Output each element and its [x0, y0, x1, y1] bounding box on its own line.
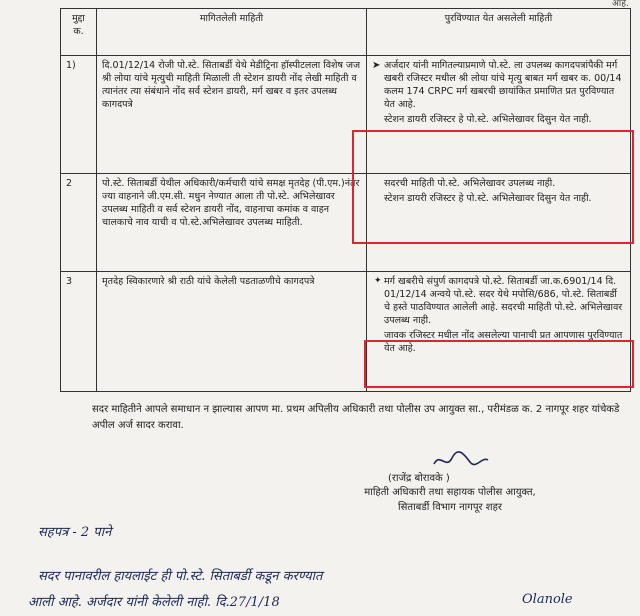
arrow-icon: ➤ — [372, 60, 381, 71]
signature-scribble — [430, 448, 490, 472]
bullet-icon: ✦ — [374, 276, 382, 286]
row-number: 2 — [61, 174, 97, 272]
highlight-box — [352, 130, 634, 244]
reply-item: जावक रजिस्टर मधील नोंद असलेल्या पानाची प्रत आपणास पुरविण्यात येत आहे. — [384, 330, 623, 354]
reply-item: ✦ मर्ग खबरीचे संपुर्ण कागदपत्रे पो.स्टे. सिताबर्डी जा.क.6901/14 दि. 01/12/14 अन्वये पो.स्टे. सदर येथे मपोसि/686, पो.स्टे. सिताबर्डी चे हस्ते पाठविण्यात आलेली आहे. सदरची माहिती पो.स्टे. अभिलेखावर उपलब्ध नाही. — [374, 276, 623, 326]
handwritten-enclosure: सहपत्र - 2 पाने — [38, 525, 112, 540]
row-number: 1) — [61, 56, 97, 174]
row-request: दि.01/12/14 रोजी पो.स्टे. सिताबर्डी येथे मेडीट्रिना हॉस्पीटलला विशेष जज श्री लोया यांचे मृत्युची माहिती मिळाली ती स्टेशन डायरी नोंद लेखी माहिती व त्यानंतर त्या संबंधाने नोंद सर्व स्टेशन डायरी, मर्ग खबर व इतर उपलब्ध कागदपत्रे — [97, 56, 367, 174]
handwritten-signature: Olanole — [522, 592, 573, 607]
appeal-note: सदर माहितीने आपले समाधान न झाल्यास आपण मा. प्रथम अपिलीय अधिकारी तथा पोलीस उप आयुक्त सा., परीमंडळ क. 2 नागपूर शहर यांचेकडे अपील अर्ज सादर करावा. — [92, 404, 620, 431]
row-request: पो.स्टे. सिताबर्डी येथील अधिकारी/कर्मचारी यांचे समक्ष मृतदेह (पी.एम.)नंतर ज्या वाहनाने जी.एम.सी. मधुन नेण्यात आला ती पो.स्टे. अभिलेखावर उपलब्ध माहिती व सर्व स्टेशन डायरी नोंद, वाहनाचा कमांक व वाहन चालकाचे नाव याची व पो.स्टे.अभिलेखावर उपलब्ध माहिती. — [97, 174, 367, 272]
signatory-designation — [325, 485, 575, 515]
reply-item: स्टेशन डायरी रजिस्टर हे पो.स्टे. अभिलेखावर दिसुन येत नाही. — [384, 114, 592, 125]
highlight-box — [364, 340, 634, 388]
reply-item: स्टेशन डायरी रजिस्टर हे पो.स्टे. अभिलेखावर दिसुन येत नाही. — [384, 193, 592, 204]
designation-line: सिताबर्डी विभाग नागपूर शहर — [398, 502, 502, 513]
designation-line: माहिती अधिकारी तथा सहायक पोलीस आयुक्त, — [364, 487, 536, 498]
header-provided-info: पुरविण्यात येत असलेली माहिती — [367, 9, 631, 56]
handwritten-note-line: आली आहे. अर्जदार यांनी केलेली नाही. दि.27/1/18 — [28, 595, 280, 610]
header-issue-number: मुद्दा क. — [61, 9, 97, 56]
reply-item: ➤ अर्जदार यांनी मागितल्याप्रमाणे पो.स्टे. ला उपलब्ध कागदपत्रांपैकी मर्ग खबरी रजिस्टर मधील श्री लोया यांचे मृत्यु बाबत मर्ग खबर क. 00/14 कलम 174 CRPC मर्ग खबरची छायांकित प्रमाणित प्रत पुरविण्यात येत आहे. — [372, 60, 622, 110]
top-fragment: आहे. — [612, 0, 629, 9]
row-number: 3 — [61, 272, 97, 392]
header-requested-info: मागितलेली माहिती — [97, 9, 367, 56]
handwritten-note-line: सदर पानावरील हायलाईट ही पो.स्टे. सिताबर्डी कडून करण्यात — [38, 569, 323, 584]
row-request: मृतदेह स्विकारणारे श्री राठी यांचे केलेली पडताळणीचे कागदपत्रे — [97, 272, 367, 392]
signatory-name: (राजेंद्र बोरावके ) — [388, 473, 450, 484]
signature-mark — [430, 448, 490, 472]
reply-item: सदरची माहिती पो.स्टे. अभिलेखावर उपलब्ध नाही. — [384, 178, 556, 189]
table-header-row — [61, 9, 631, 56]
